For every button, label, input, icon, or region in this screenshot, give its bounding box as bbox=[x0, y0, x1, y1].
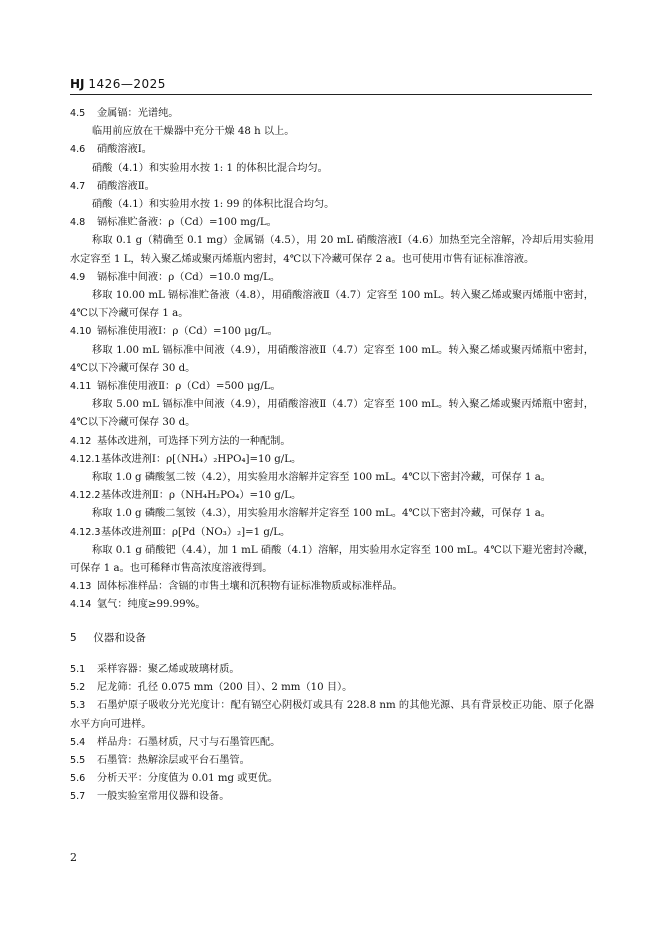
standard-code-number: 1426—2025 bbox=[88, 77, 166, 91]
clause-item bbox=[70, 697, 594, 733]
clause-paragraph: 移取 10.00 mL 镉标准贮备液（4.8），用硝酸溶液Ⅱ（4.7）定容至 100 mL。转入聚乙烯或聚丙烯瓶中密封，4℃以下冷藏可保存 1 a。 bbox=[70, 290, 594, 320]
header-rule bbox=[70, 94, 592, 95]
section-heading bbox=[70, 629, 594, 647]
section-5-list bbox=[70, 661, 594, 807]
clause-number: 4.10 bbox=[70, 326, 92, 338]
clause-item bbox=[70, 788, 594, 806]
clause-number: 4.8 bbox=[70, 217, 86, 229]
clause-item bbox=[70, 178, 594, 196]
clause-detail: 称取 1.0 g 磷酸氢二铵（4.2），用实验用水溶解并定容至 100 mL。4℃以下密封冷藏，可保存 1 a。 bbox=[92, 472, 551, 484]
clause-item bbox=[70, 451, 594, 469]
clause-text: 分析天平：分度值为 0.01 mg 或更优。 bbox=[97, 773, 279, 785]
clause-number: 4.11 bbox=[70, 381, 92, 393]
section-title: 仪器和设备 bbox=[93, 631, 146, 644]
clause-item bbox=[70, 141, 594, 159]
clause-text: 基体改进剂Ⅲ：ρ[Pd（NO₃）₂]=1 g/L。 bbox=[101, 526, 291, 538]
clause-number: 5.4 bbox=[70, 736, 86, 748]
clause-text: 氩气：纯度≥99.99%。 bbox=[97, 599, 206, 611]
clause-text: 金属镉：光谱纯。 bbox=[97, 108, 179, 119]
clause-paragraph: 称取 0.1 g 硝酸钯（4.4），加 1 mL 硝酸（4.1）溶解，用实验用水定容至 100 mL。4℃以下避光密封冷藏，可保存 1 a。也可稀释市售高浓度溶液得到。 bbox=[70, 544, 594, 575]
clause-number: 4.12.3 bbox=[70, 526, 101, 538]
clause-item bbox=[70, 487, 594, 505]
clause-item bbox=[70, 578, 594, 596]
clause-text: 一般实验室常用仪器和设备。 bbox=[97, 791, 230, 803]
clause-text: 基体改进剂Ⅰ：ρ[（NH₄）₂HPO₄]=10 g/L。 bbox=[101, 453, 302, 465]
clause-number: 4.12 bbox=[70, 435, 92, 447]
clause-number: 4.9 bbox=[70, 271, 86, 283]
clause-item bbox=[70, 679, 594, 697]
clause-number: 5.7 bbox=[70, 791, 86, 803]
clause-number: 5.6 bbox=[70, 773, 86, 785]
standard-code-prefix: HJ bbox=[70, 77, 85, 91]
clause-item bbox=[70, 524, 594, 542]
clause-item bbox=[70, 214, 594, 232]
clause-text: 石墨管：热解涂层或平台石墨管。 bbox=[97, 754, 250, 766]
clause-number: 4.12.1 bbox=[70, 453, 101, 465]
clause-item bbox=[70, 596, 594, 614]
clause-number: 4.14 bbox=[70, 599, 92, 611]
clause-number: 4.5 bbox=[70, 108, 86, 119]
clause-text: 样品舟：石墨材质，尺寸与石墨管匹配。 bbox=[97, 736, 281, 748]
section-number: 5 bbox=[70, 631, 77, 644]
clause-paragraph: 称取 0.1 g（精确至 0.1 mg）金属镉（4.5），用 20 mL 硝酸溶液Ⅰ（4.6）加热至完全溶解，冷却后用实验用水定容至 1 L，转入聚乙烯或聚丙烯瓶内密封，4℃以下冷藏可保存 2 a。也可使用市售有证标准溶液。 bbox=[70, 235, 594, 265]
clause-item bbox=[70, 661, 594, 679]
clause-number: 5.1 bbox=[70, 663, 86, 675]
clause-text: 硝酸溶液Ⅱ。 bbox=[97, 180, 155, 192]
clause-item bbox=[70, 734, 594, 752]
clause-text: 镉标准贮备液：ρ（Cd）=100 mg/L。 bbox=[97, 217, 277, 229]
clause-paragraph: 移取 1.00 mL 镉标准中间液（4.9），用硝酸溶液Ⅱ（4.7）定容至 100 mL。转入聚乙烯或聚丙烯瓶中密封，4℃以下冷藏可保存 30 d。 bbox=[70, 344, 594, 374]
section-4-list bbox=[70, 105, 594, 615]
clause-number: 5.5 bbox=[70, 754, 86, 766]
clause-paragraph: 移取 5.00 mL 镉标准中间液（4.9），用硝酸溶液Ⅱ（4.7）定容至 100 mL。转入聚乙烯或聚丙烯瓶中密封，4℃以下冷藏可保存 30 d。 bbox=[70, 399, 594, 429]
clause-number: 4.13 bbox=[70, 581, 92, 593]
document-header bbox=[70, 77, 166, 91]
page-number: 2 bbox=[70, 851, 77, 864]
page-content bbox=[70, 105, 594, 807]
clause-item bbox=[70, 378, 594, 396]
clause-detail: 临用前应放在干燥器中充分干燥 48 h 以上。 bbox=[92, 126, 295, 138]
clause-number: 4.6 bbox=[70, 144, 86, 156]
clause-number: 4.12.2 bbox=[70, 490, 101, 502]
clause-text: 镉标准中间液：ρ（Cd）=10.0 mg/L。 bbox=[97, 271, 281, 283]
clause-text: 石墨炉原子吸收分光光度计：配有镉空心阴极灯或具有 228.8 nm 的其他光源、具有背景校正功能、原子化器水平方向可进样。 bbox=[70, 700, 594, 730]
clause-text: 基体改进剂，可选择下列方法的一种配制。 bbox=[97, 435, 291, 447]
clause-item bbox=[70, 323, 594, 341]
clause-text: 固体标准样品：含镉的市售土壤和沉积物有证标准物质或标准样品。 bbox=[97, 581, 403, 593]
clause-text: 尼龙筛：孔径 0.075 mm（200 目）、2 mm（10 目）。 bbox=[97, 682, 353, 694]
clause-text: 镉标准使用液Ⅰ：ρ（Cd）=100 μg/L。 bbox=[97, 326, 278, 338]
clause-number: 5.3 bbox=[70, 700, 86, 712]
clause-number: 5.2 bbox=[70, 682, 86, 694]
clause-detail: 硝酸（4.1）和实验用水按 1: 1 的体积比混合均匀。 bbox=[92, 162, 328, 174]
clause-text: 基体改进剂Ⅱ：ρ（NH₄H₂PO₄）=10 g/L。 bbox=[101, 490, 302, 502]
clause-text: 镉标准使用液Ⅱ：ρ（Cd）=500 μg/L。 bbox=[97, 381, 281, 393]
clause-text: 硝酸溶液Ⅰ。 bbox=[97, 144, 152, 156]
clause-detail: 硝酸（4.1）和实验用水按 1: 99 的体积比混合均匀。 bbox=[92, 199, 335, 211]
clause-item bbox=[70, 770, 594, 788]
clause-detail: 称取 1.0 g 磷酸二氢铵（4.3），用实验用水溶解并定容至 100 mL。4℃以下密封冷藏，可保存 1 a。 bbox=[92, 508, 551, 520]
clause-number: 4.7 bbox=[70, 180, 86, 192]
clause-item bbox=[70, 752, 594, 770]
clause-item bbox=[70, 269, 594, 287]
clause-item bbox=[70, 433, 594, 451]
clause-item bbox=[70, 105, 594, 123]
clause-text: 采样容器：聚乙烯或玻璃材质。 bbox=[97, 663, 240, 675]
